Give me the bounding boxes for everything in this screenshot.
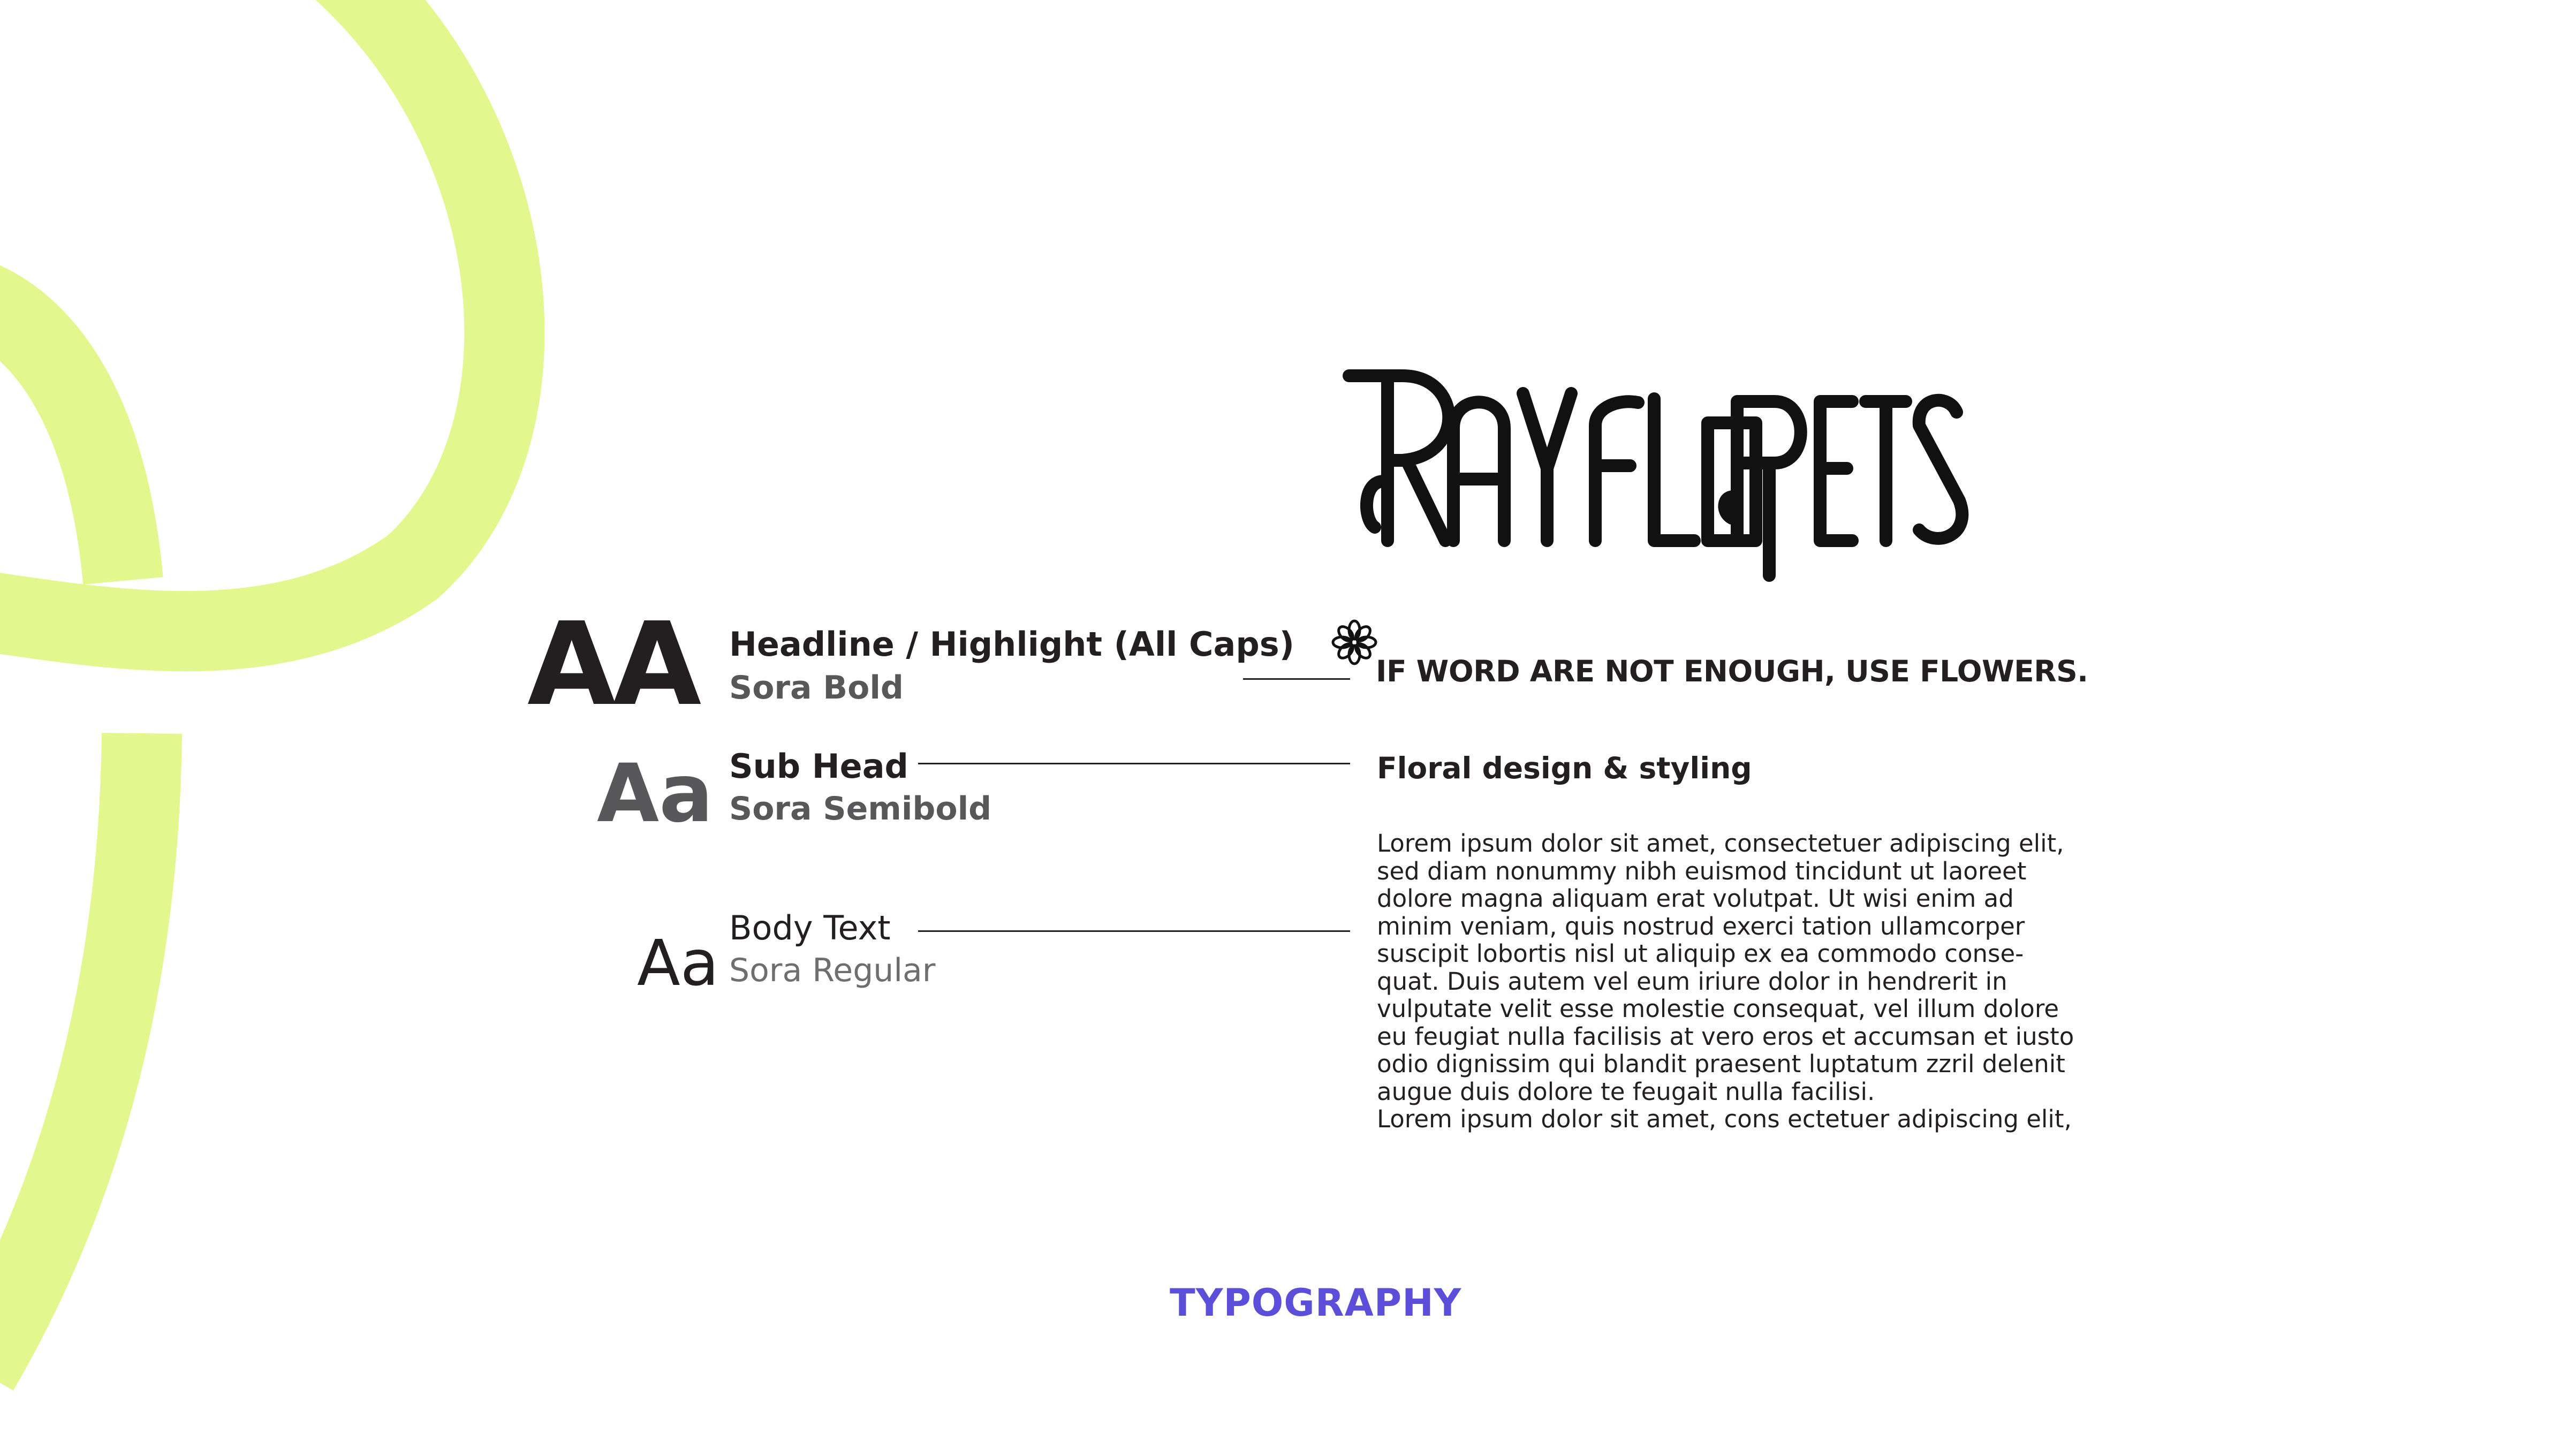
subhead-font-name: Sora Semibold — [729, 790, 992, 828]
subhead-usage-label: Sub Head — [729, 747, 908, 786]
body-font-name: Sora Regular — [729, 952, 936, 989]
body-sample-glyphs: Aa — [637, 926, 719, 1000]
flower-icon — [1330, 618, 1378, 666]
subhead-connector-line — [918, 763, 1350, 764]
headline-sample-glyphs: AA — [527, 598, 699, 731]
brand-logo — [1338, 364, 1981, 589]
subhead-example: Floral design & styling — [1377, 751, 1752, 785]
headline-connector-line — [1243, 678, 1350, 680]
headline-usage-label: Headline / Highlight (All Caps) — [729, 625, 1294, 664]
headline-font-name: Sora Bold — [729, 669, 904, 707]
body-usage-label: Body Text — [729, 908, 891, 947]
section-title: TYPOGRAPHY — [1170, 1281, 1462, 1325]
subhead-sample-glyphs: Aa — [597, 747, 714, 840]
body-text-example: Lorem ipsum dolor sit amet, consectetuer adipiscing elit, sed diam nonummy nibh euismod tincidunt ut laoreet dolore magna aliquam erat volutpat. Ut wisi enim ad minim veniam, quis nostrud exerci tation ullamcorper suscipit lobortis nisl ut aliquip ex ea commodo conse- quat. Duis autem vel eum iriure dolor in hendrerit in vulputate velit esse molestie consequat, vel illum dolore eu feugiat nulla facilisis at vero eros et accumsan et iusto odio dignissim qui blandit praesent luptatum zzril delenit augue duis dolore te feugait nulla facilisi. Lorem ipsum dolor sit amet, cons ectetuer adipiscing elit, — [1377, 829, 2074, 1133]
body-connector-line — [918, 930, 1350, 932]
tagline-example: IF WORD ARE NOT ENOUGH, USE FLOWERS. — [1376, 654, 2088, 688]
